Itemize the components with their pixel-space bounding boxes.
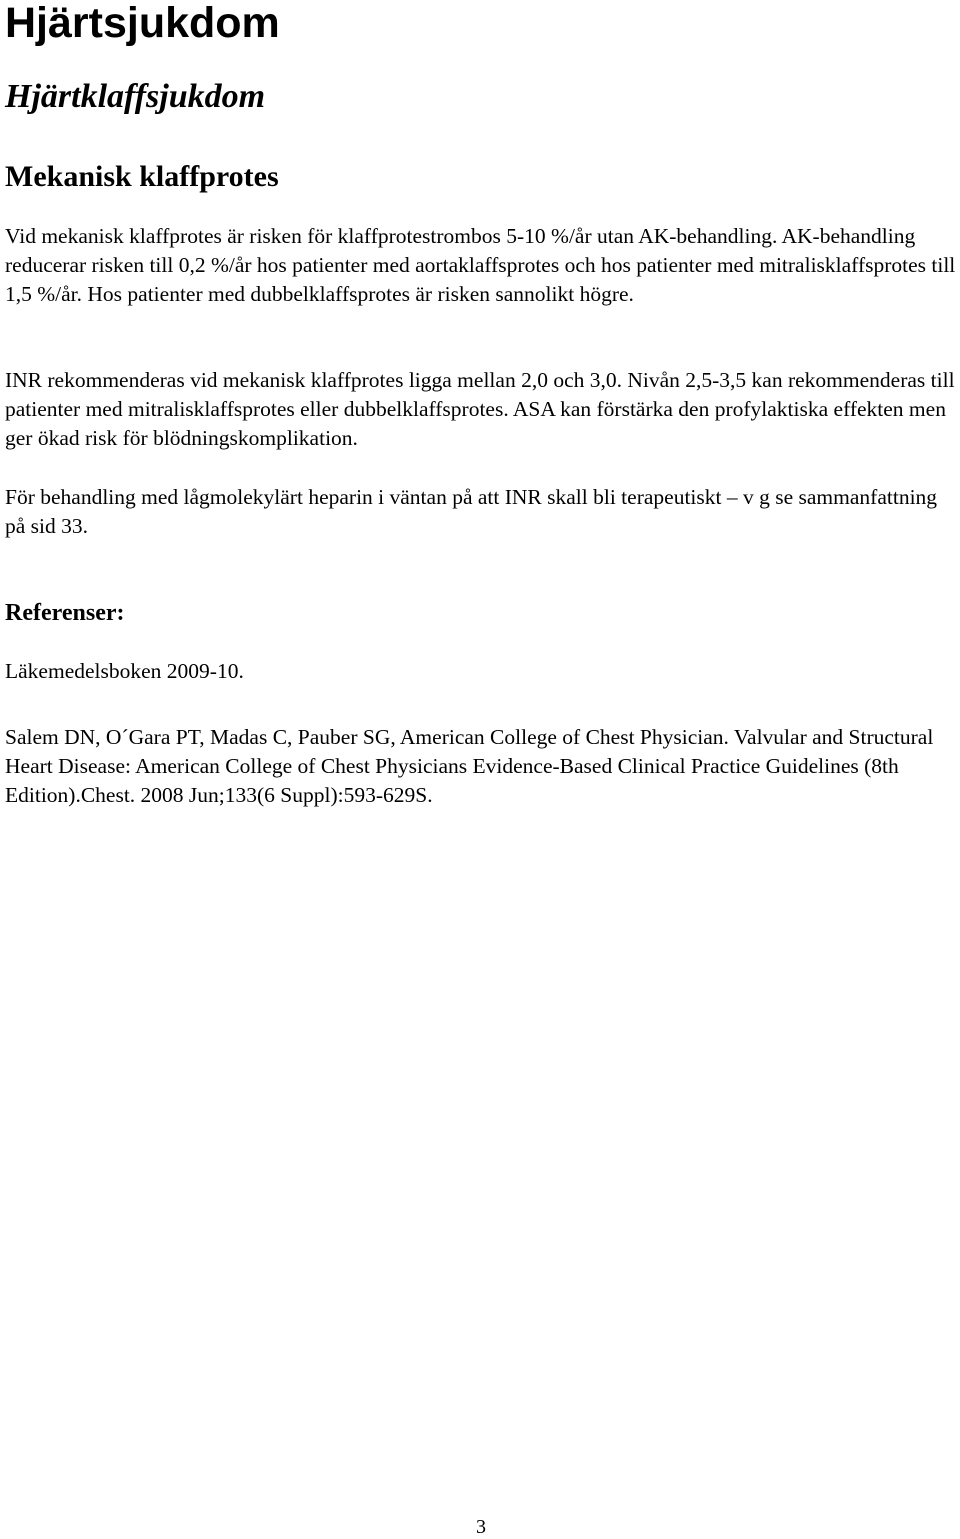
page-title: Hjärtsjukdom	[5, 0, 280, 47]
page-number: 3	[476, 1516, 486, 1538]
section-heading: Mekanisk klaffprotes	[5, 160, 279, 193]
chapter-subtitle: Hjärtklaffsjukdom	[5, 78, 266, 115]
paragraph-heparin-treatment: För behandling med lågmolekylärt heparin i väntan på att INR skall bli terapeutiskt – v g se sammanfattning på sid 33.	[5, 485, 938, 538]
reference-item: Salem DN, O´Gara PT, Madas C, Pauber SG, American College of Chest Physician. Valvular and Structural Heart Disease: American College of Chest Physicians Evidence-Based Clinical Practice Guidelines (8th Edition).Chest. 2008 Jun;133(6 Suppl):593-629S.	[5, 725, 934, 807]
paragraph-thrombosis-risk: Vid mekanisk klaffprotes är risken för klaffprotestrombos 5-10 %/år utan AK-behandling. AK-behandling reducerar risken till 0,2 %/år hos patienter med aortaklaffsprotes och hos patienter med mitralisklaffsprotes till 1,5 %/år. Hos patienter med dubbelklaffsprotes är risken sannolikt högre.	[5, 224, 956, 306]
paragraph-inr-recommendation: INR rekommenderas vid mekanisk klaffprotes ligga mellan 2,0 och 3,0. Nivån 2,5-3,5 kan rekommenderas till patienter med mitralisklaffsprotes eller dubbelklaffsprotes. ASA kan förstärka den profylaktiska effekten men ger ökad risk för blödningskomplikation.	[5, 368, 955, 450]
reference-item: Läkemedelsboken 2009-10.	[5, 659, 244, 683]
references-heading: Referenser:	[5, 600, 125, 626]
